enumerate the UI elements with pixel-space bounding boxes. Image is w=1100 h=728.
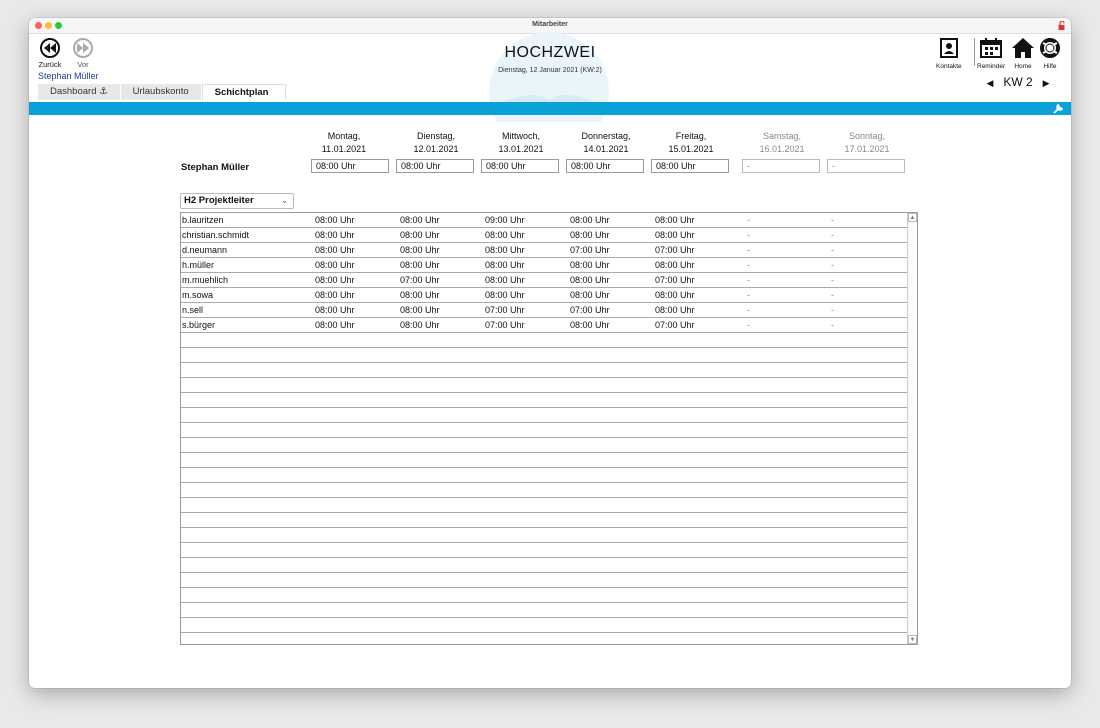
empty-table-row <box>181 438 909 453</box>
shift-cell[interactable]: - <box>831 260 834 270</box>
shift-cell[interactable]: 08:00 Uhr <box>570 230 610 240</box>
tab-schichtplan[interactable]: Schichtplan <box>202 84 286 100</box>
group-select-value: H2 Projektleiter <box>184 195 254 206</box>
shift-cell[interactable]: 08:00 Uhr <box>315 230 355 240</box>
empty-table-row <box>181 333 909 348</box>
empty-table-row <box>181 453 909 468</box>
shift-cell[interactable]: 07:00 Uhr <box>570 305 610 315</box>
shift-cell[interactable]: - <box>831 245 834 255</box>
day-header: Freitag, 15.01.2021 <box>668 131 714 154</box>
shift-cell[interactable]: - <box>747 320 750 330</box>
unlock-icon <box>1058 21 1066 33</box>
empty-table-row <box>181 543 909 558</box>
table-scrollbar[interactable] <box>907 213 917 644</box>
own-shift-field[interactable]: 08:00 Uhr <box>311 159 389 173</box>
chevron-down-icon: ⌄ <box>281 196 288 205</box>
own-shift-field[interactable]: 08:00 Uhr <box>396 159 474 173</box>
shift-cell[interactable]: - <box>747 260 750 270</box>
current-user-link[interactable]: Stephan Müller <box>38 71 99 81</box>
empty-table-row <box>181 528 909 543</box>
week-selector <box>984 75 1052 89</box>
shift-cell[interactable]: 08:00 Uhr <box>315 275 355 285</box>
brand-date: Dienstag, 12 Januar 2021 (KW:2) <box>498 67 602 74</box>
tab-dashboard[interactable]: Dashboard ⚓ <box>38 84 121 100</box>
empty-table-row <box>181 603 909 618</box>
shift-cell[interactable]: 08:00 Uhr <box>655 230 695 240</box>
shift-cell[interactable]: 09:00 Uhr <box>485 215 525 225</box>
shift-cell[interactable]: 08:00 Uhr <box>485 275 525 285</box>
employee-name: n.sell <box>182 305 204 315</box>
empty-table-row <box>181 348 909 363</box>
day-header: Samstag, 16.01.2021 <box>759 131 805 154</box>
shift-cell[interactable]: 07:00 Uhr <box>485 320 525 330</box>
previous-week-arrow-icon[interactable]: ◀ <box>986 78 994 88</box>
employee-name: h.müller <box>182 260 215 270</box>
shift-cell[interactable]: - <box>831 230 834 240</box>
app-window <box>29 18 1071 688</box>
own-shift-field[interactable]: - <box>827 159 905 173</box>
calendar-icon <box>980 38 1002 58</box>
shift-cell[interactable]: - <box>747 230 750 240</box>
shift-cell[interactable]: 08:00 Uhr <box>315 215 355 225</box>
day-header: Donnerstag, 14.01.2021 <box>581 131 631 154</box>
contacts-icon <box>939 38 959 58</box>
shift-cell[interactable]: 08:00 Uhr <box>315 260 355 270</box>
employee-name: christian.schmidt <box>182 230 250 240</box>
shift-cell[interactable]: 08:00 Uhr <box>485 230 525 240</box>
table-row[interactable] <box>181 213 909 228</box>
reminder-button[interactable] <box>977 38 1005 70</box>
shift-cell[interactable]: 08:00 Uhr <box>400 230 440 240</box>
shift-cell[interactable]: - <box>831 320 834 330</box>
home-button[interactable] <box>1012 38 1034 70</box>
reminder-label: Reminder <box>977 63 1006 70</box>
scroll-up-arrow-icon[interactable]: ▲ <box>909 215 916 221</box>
empty-table-row <box>181 423 909 438</box>
shift-cell[interactable]: - <box>831 215 834 225</box>
table-row[interactable] <box>181 228 909 243</box>
empty-table-row <box>181 573 909 588</box>
empty-table-row <box>181 483 909 498</box>
shift-cell[interactable]: 08:00 Uhr <box>655 305 695 315</box>
shift-cell[interactable]: 07:00 Uhr <box>655 275 695 285</box>
kontakte-button[interactable] <box>936 38 962 70</box>
table-row[interactable] <box>181 303 909 318</box>
shift-cell[interactable]: 08:00 Uhr <box>400 320 440 330</box>
table-row[interactable] <box>181 258 909 273</box>
shift-cell[interactable]: - <box>831 275 834 285</box>
lifebuoy-icon <box>1040 38 1060 58</box>
week-label: KW 2 <box>1003 75 1033 89</box>
empty-table-row <box>181 468 909 483</box>
employee-name: s.bürger <box>182 320 216 330</box>
day-header: Mittwoch, 13.01.2021 <box>498 131 544 154</box>
shift-cell[interactable]: 08:00 Uhr <box>400 305 440 315</box>
shift-cell[interactable]: 07:00 Uhr <box>655 245 695 255</box>
home-label: Home <box>1014 63 1032 70</box>
own-schedule-name: Stephan Müller <box>181 162 250 173</box>
hilfe-label: Hilfe <box>1043 63 1057 70</box>
kontakte-label: Kontakte <box>936 63 962 70</box>
shift-cell[interactable]: 08:00 Uhr <box>400 215 440 225</box>
own-schedule-row <box>29 159 1071 175</box>
shift-cell[interactable]: 08:00 Uhr <box>315 305 355 315</box>
employee-name: m.sowa <box>182 290 214 300</box>
shift-cell[interactable]: 08:00 Uhr <box>485 245 525 255</box>
shift-cell[interactable]: 08:00 Uhr <box>655 290 695 300</box>
own-shift-field[interactable]: 08:00 Uhr <box>566 159 644 173</box>
shift-cell[interactable]: 08:00 Uhr <box>570 320 610 330</box>
empty-table-row <box>181 363 909 378</box>
day-header: Montag, 11.01.2021 <box>321 131 367 154</box>
toolbar-divider <box>974 38 975 66</box>
shift-cell[interactable]: - <box>747 290 750 300</box>
own-shift-field[interactable]: 08:00 Uhr <box>651 159 729 173</box>
empty-table-row <box>181 393 909 408</box>
accent-bar <box>29 102 1071 115</box>
shift-cell[interactable]: - <box>747 245 750 255</box>
next-week-arrow-icon[interactable]: ▶ <box>1042 78 1050 88</box>
empty-table-row <box>181 618 909 633</box>
shift-cell[interactable]: 08:00 Uhr <box>400 245 440 255</box>
empty-table-row <box>181 513 909 528</box>
brand-title: HOCHZWEI <box>504 44 596 61</box>
window-title: Mitarbeiter <box>532 21 568 28</box>
hilfe-button[interactable] <box>1040 38 1060 70</box>
forward-label: Vor <box>77 60 89 69</box>
own-shift-field[interactable]: - <box>742 159 820 173</box>
shift-cell[interactable]: 08:00 Uhr <box>655 260 695 270</box>
shift-cell[interactable]: 08:00 Uhr <box>315 245 355 255</box>
scroll-down-arrow-icon[interactable]: ▼ <box>909 637 916 643</box>
shift-cell[interactable]: 07:00 Uhr <box>400 275 440 285</box>
shift-cell[interactable]: - <box>747 215 750 225</box>
shift-cell[interactable]: 08:00 Uhr <box>570 260 610 270</box>
back-label: Zurück <box>38 60 62 69</box>
tab-urlaubskonto[interactable]: Urlaubskonto <box>121 84 202 100</box>
empty-table-row <box>181 588 909 603</box>
shift-cell[interactable]: 08:00 Uhr <box>485 290 525 300</box>
shift-cell[interactable]: - <box>747 305 750 315</box>
empty-table-row <box>181 558 909 573</box>
shift-cell[interactable]: 07:00 Uhr <box>570 245 610 255</box>
shift-cell[interactable]: 07:00 Uhr <box>655 320 695 330</box>
table-row[interactable] <box>181 243 909 258</box>
shift-cell[interactable]: - <box>747 275 750 285</box>
shift-cell[interactable]: 08:00 Uhr <box>570 275 610 285</box>
employee-name: d.neumann <box>182 245 228 255</box>
shift-cell[interactable]: 07:00 Uhr <box>485 305 525 315</box>
shift-cell[interactable]: - <box>831 305 834 315</box>
employee-shift-table <box>180 212 918 645</box>
table-row[interactable] <box>181 288 909 303</box>
empty-table-row <box>181 498 909 513</box>
day-header: Sonntag, 17.01.2021 <box>844 131 890 154</box>
own-shift-field[interactable]: 08:00 Uhr <box>481 159 559 173</box>
day-header: Dienstag, 12.01.2021 <box>413 131 459 154</box>
shift-cell[interactable]: 08:00 Uhr <box>655 215 695 225</box>
home-icon <box>1012 38 1034 58</box>
shift-cell[interactable]: 08:00 Uhr <box>570 290 610 300</box>
shift-cell[interactable]: 08:00 Uhr <box>570 215 610 225</box>
empty-table-row <box>181 408 909 423</box>
employee-name: m.muehlich <box>182 275 229 285</box>
tab-bar <box>38 84 286 100</box>
wrench-icon[interactable] <box>1053 103 1064 117</box>
group-select[interactable] <box>180 193 294 209</box>
table-row[interactable] <box>181 318 909 333</box>
employee-name: b.lauritzen <box>182 215 224 225</box>
shift-cell[interactable]: 08:00 Uhr <box>400 290 440 300</box>
table-row[interactable] <box>181 273 909 288</box>
empty-table-row <box>181 378 909 393</box>
shift-cell[interactable]: 08:00 Uhr <box>315 290 355 300</box>
shift-cell[interactable]: 08:00 Uhr <box>485 260 525 270</box>
shift-cell[interactable]: 08:00 Uhr <box>315 320 355 330</box>
shift-cell[interactable]: - <box>831 290 834 300</box>
shift-cell[interactable]: 08:00 Uhr <box>400 260 440 270</box>
